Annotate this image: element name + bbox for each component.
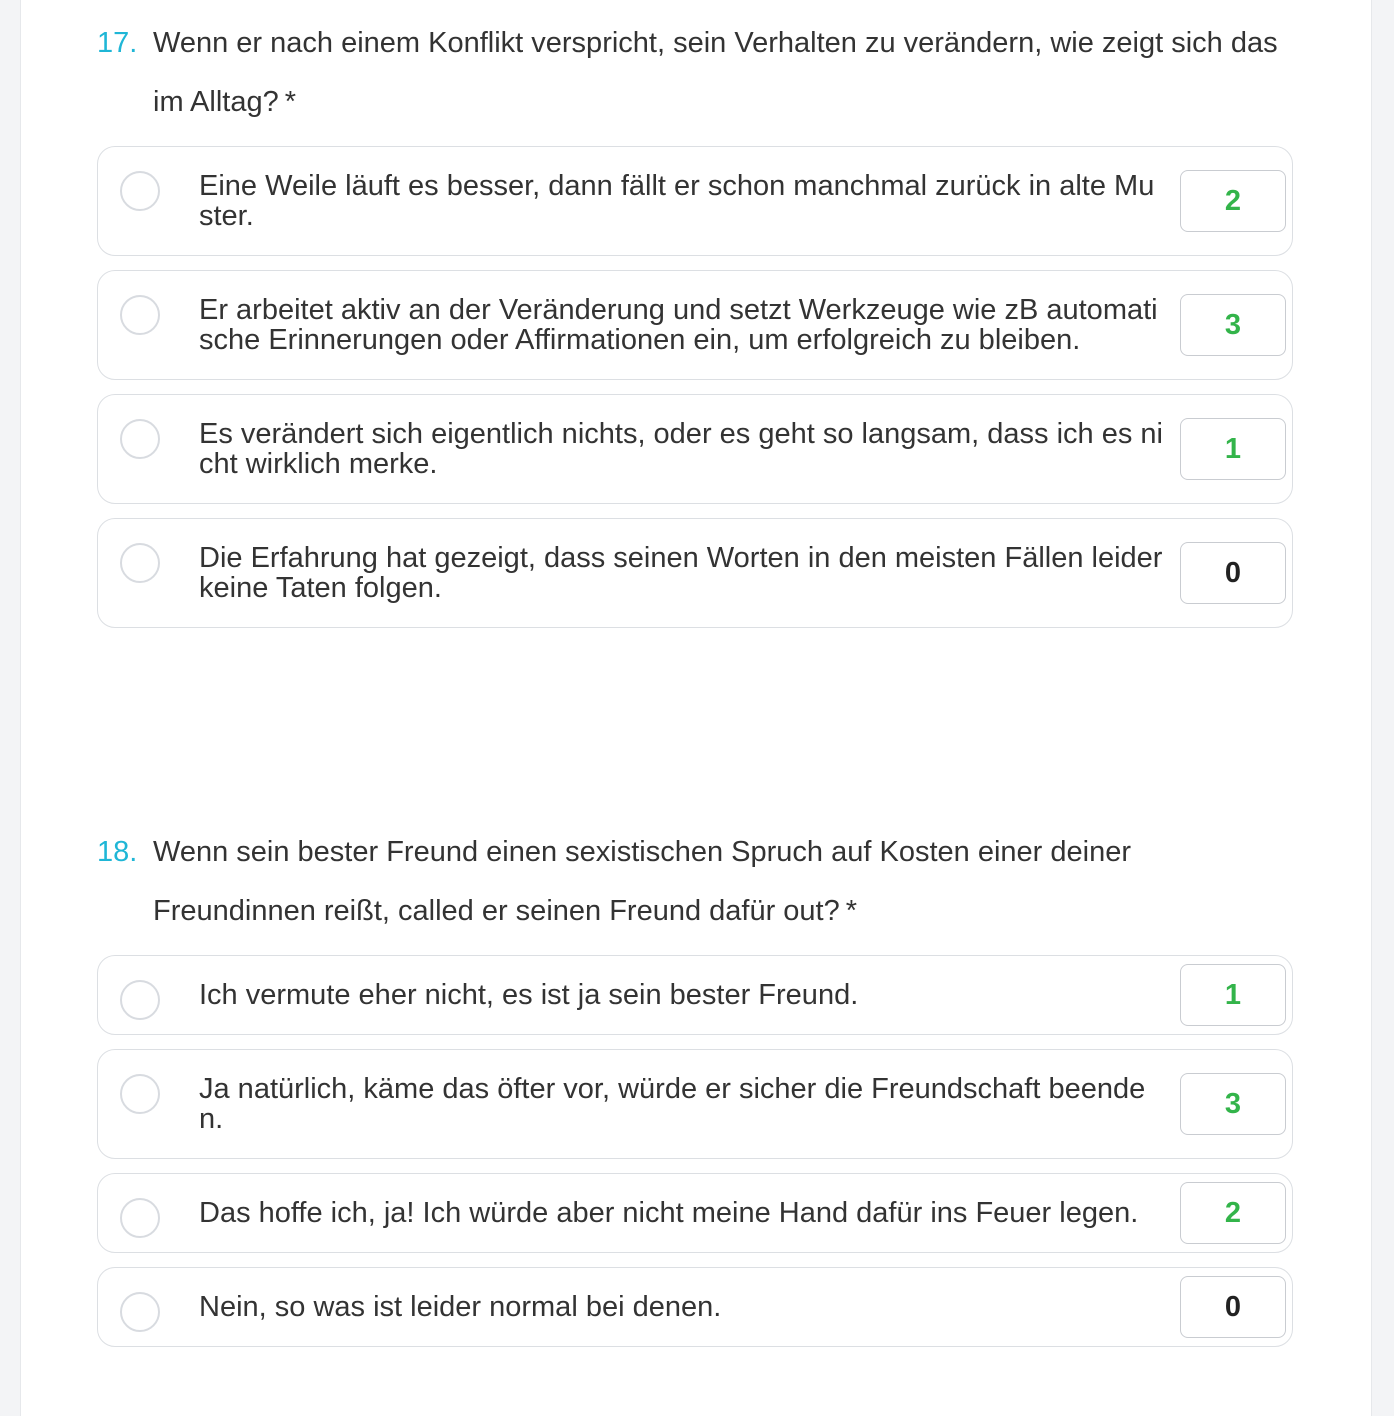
radio-button[interactable] [120,980,160,1020]
option-label: Ich vermute eher nicht, es ist ja sein bester Freund. [199,979,859,1011]
score-field[interactable]: 3 [1180,1073,1286,1135]
radio-button[interactable] [120,543,160,583]
score-field[interactable]: 3 [1180,294,1286,356]
required-marker: * [284,86,297,118]
question-header [97,823,1293,941]
question-header [97,14,1293,132]
radio-button[interactable] [120,171,160,211]
option-label: Ja natürlich, käme das öfter vor, würde er sicher die Freundschaft beenden. [199,1073,1146,1135]
question-number: 17. [97,27,138,59]
score-field[interactable]: 0 [1180,542,1286,604]
score-field[interactable]: 1 [1180,964,1286,1026]
radio-button[interactable] [120,1074,160,1114]
answer-option[interactable] [97,270,1293,380]
radio-button[interactable] [120,1198,160,1238]
option-label: Es verändert sich eigentlich nichts, oder es geht so langsam, dass ich es nicht wirklich merke. [199,418,1163,480]
question-text: Wenn sein bester Freund einen sexistischen Spruch auf Kosten einer deiner Freundinnen reißt, called er seinen Freund dafür out? [153,836,1131,927]
option-label: Die Erfahrung hat gezeigt, dass seinen Worten in den meisten Fällen leider keine Taten folgen. [199,542,1163,604]
option-label: Eine Weile läuft es besser, dann fällt er schon manchmal zurück in alte Muster. [199,170,1155,232]
answer-option[interactable] [97,1267,1293,1347]
radio-button[interactable] [120,295,160,335]
survey-page [20,0,1372,1416]
option-label: Nein, so was ist leider normal bei denen. [199,1291,722,1323]
answer-option[interactable] [97,1049,1293,1159]
question-18 [97,823,1293,1361]
score-field[interactable]: 1 [1180,418,1286,480]
radio-button[interactable] [120,1292,160,1332]
question-17 [97,14,1293,642]
radio-button[interactable] [120,419,160,459]
answer-option[interactable] [97,955,1293,1035]
answer-option[interactable] [97,518,1293,628]
answer-option[interactable] [97,146,1293,256]
answer-option[interactable] [97,394,1293,504]
score-field[interactable]: 2 [1180,170,1286,232]
option-label: Er arbeitet aktiv an der Veränderung und setzt Werkzeuge wie zB automatische Erinnerungen oder Affirmationen ein, um erfolgreich zu bleiben. [199,294,1158,356]
score-field[interactable]: 2 [1180,1182,1286,1244]
option-label: Das hoffe ich, ja! Ich würde aber nicht meine Hand dafür ins Feuer legen. [199,1197,1139,1229]
question-text: Wenn er nach einem Konflikt verspricht, sein Verhalten zu verändern, wie zeigt sich das im Alltag? [153,27,1278,118]
answer-option[interactable] [97,1173,1293,1253]
required-marker: * [845,895,858,927]
score-field[interactable]: 0 [1180,1276,1286,1338]
question-number: 18. [97,836,138,868]
